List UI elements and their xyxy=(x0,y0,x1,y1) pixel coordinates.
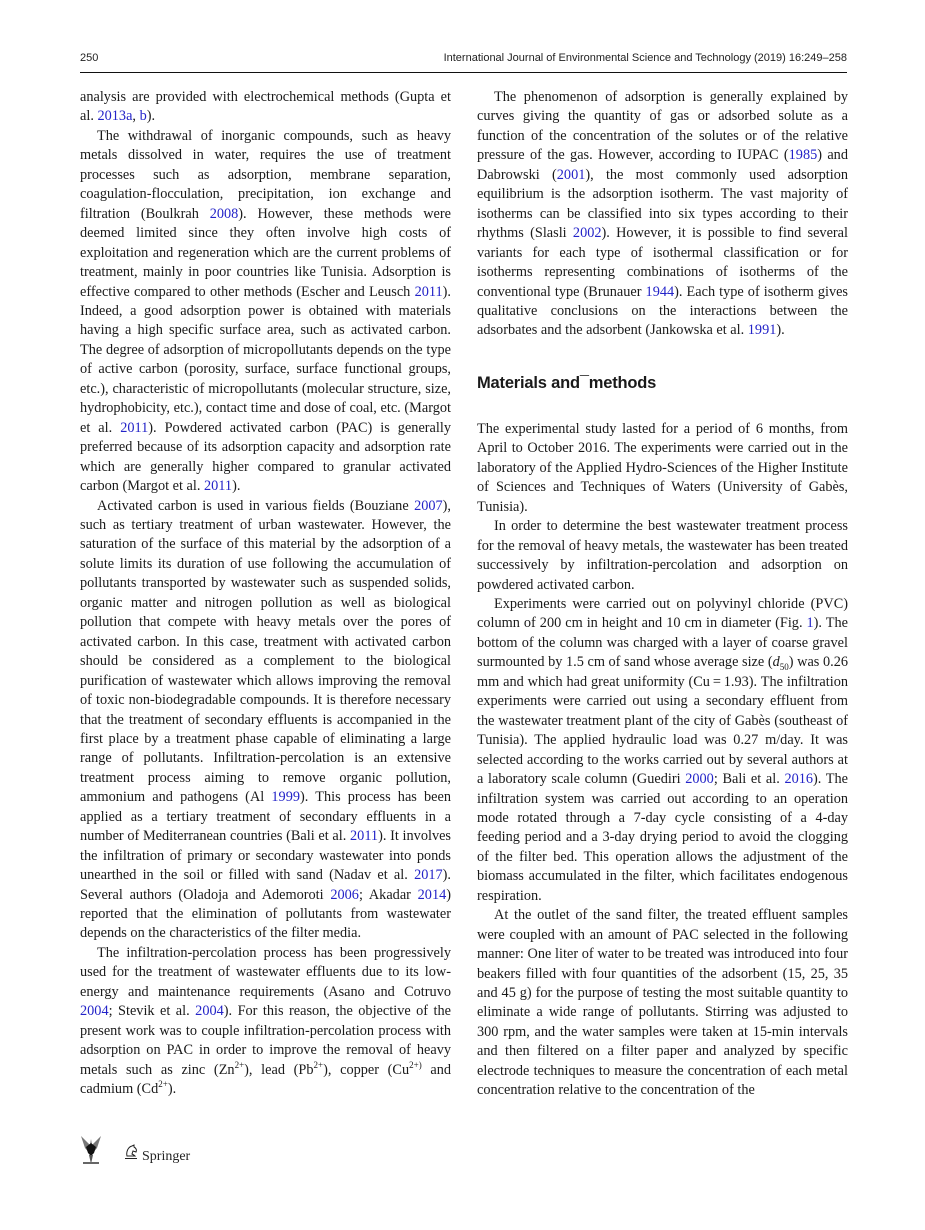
paragraph xyxy=(477,88,848,341)
citation-link[interactable]: 2002 xyxy=(572,225,602,242)
paragraph: The experimental study lasted for a period of 6 months, from April to October 2016. The experiments were carried out in the laboratory of the Applied Hydro-Sciences of the Higher Institute of Sciences and Techniques of Waters (University of Gabès, Tunisia). xyxy=(477,420,848,515)
paragraph xyxy=(80,944,451,1100)
text: ). However, it is possible to find several variants for each type of isothermal classification or for isotherms representing combinations of isotherms of the conventional type (Brunauer xyxy=(477,225,848,300)
running-header xyxy=(80,50,847,70)
text: ). However, these methods were deemed limited since they often involve high costs of exploitation and regeneration which are the current problems of treatment, mainly in poor countries like Tunisia. Adsorption is effective compared to other methods (Escher and Leusch xyxy=(80,205,451,300)
citation-link[interactable]: 2004 xyxy=(195,1003,224,1020)
text: ). Several authors (Oladoja and Ademoroti xyxy=(80,867,451,903)
text: ). xyxy=(146,108,156,125)
citation-link[interactable]: 2013a xyxy=(97,108,133,125)
springer-brand xyxy=(124,1144,190,1165)
text: Experiments were carried out on polyvinyl chloride (PVC) column of 200 cm in height and 10 cm in diameter (Fig. xyxy=(477,595,848,632)
left-column xyxy=(80,88,451,1100)
text: ). xyxy=(167,1081,177,1098)
text: ) was 0.26 mm and which had great uniformity (Cu = 1.93). The infiltration experiments were carried out using a secondary effluent from the wastewater treatment plant of the city of Gabès (southeast of Tunisia). The applied hydraulic load was 0.27 m/day. It was selected according to the works carried out by several authors at a laboratory scale column (Guediri xyxy=(477,654,848,788)
page-number: 250 xyxy=(80,52,99,64)
text: ). Indeed, a good adsorption power is obtained with materials having a high specific surface area, such as activated carbon. The degree of adsorption of micropollutants depends on the type of active carbon (porosity, surface, surface functional groups, etc.), characteristic of micropollutants (molecular structure, size, hydrophobicity, etc.), contact time and dose of coal, etc. (Margot et al. xyxy=(80,283,451,436)
citation-link[interactable]: 1991 xyxy=(747,322,777,339)
text: ; Akadar xyxy=(358,886,418,903)
text: The phenomenon of adsorption is generally explained by curves giving the quantity of gas or adsorbed solute as a function of the concentration of the solutes or of the relative pressure of the gas. However, according to IUPAC ( xyxy=(477,89,848,164)
text: ). Each type of isotherm gives qualitative conclusions on the interactions between the adsorbates and the adsorbent (Jankowska et al. xyxy=(477,283,848,339)
text: ). xyxy=(776,322,785,339)
citation-link[interactable]: 2011 xyxy=(350,828,379,845)
citation-link[interactable]: 2001 xyxy=(556,166,586,183)
paragraph: In order to determine the best wastewater treatment process for the removal of heavy metals, the wastewater has been treated successively by infiltration-percolation and adsorption on powdered activated carbon. xyxy=(477,518,848,593)
text: Activated carbon is used in various fields (Bouziane xyxy=(97,497,415,514)
citation-link[interactable]: 2011 xyxy=(120,419,149,436)
text: ) and Dabrowski ( xyxy=(477,147,848,183)
paragraph xyxy=(80,88,451,127)
text: ). This process has been applied as a tertiary treatment of secondary effluents in a number of Mediterranean countries (Bali et al. xyxy=(80,789,451,845)
journal-citation: International Journal of Environmental Science and Technology (2019) 16:249–258 xyxy=(443,52,847,64)
citation-link[interactable]: 2017 xyxy=(414,867,443,884)
citation-link[interactable]: 2007 xyxy=(414,497,443,514)
italic-symbol: d xyxy=(772,654,780,671)
section-heading: Materials and¯methods xyxy=(477,373,657,392)
right-column xyxy=(477,88,848,1101)
citation-link[interactable]: 2011 xyxy=(414,283,443,300)
text: and cadmium (Cd xyxy=(80,1061,452,1098)
text: ), such as tertiary treatment of urban wastewater. However, the saturation of the surface of this material by the adsorption of a solute limits its duration of use following the accumulation of pollutants transported by wastewater such as suspended solids, organic matter and nitrogen pollution as well as biological pollution that compete with heavy metals over the pores of activated carbon. In this case, treatment with activated carbon should be considered as a complement to the biological purification of wastewater which allows improving the removal of toxic non-biodegradable compounds. It is therefore necessary that the treatment of secondary effluents is accompanied in the first place by a treatment phase capable of eliminating a large range of pollutants. Infiltration-percolation is an extensive treatment process aiming to remove organic pollution, ammonium and pathogens (Al xyxy=(80,497,451,806)
superscript: 2+) xyxy=(409,1059,422,1070)
journal-logo-icon xyxy=(80,1135,102,1165)
citation-link[interactable]: 2008 xyxy=(209,205,239,222)
paragraph: At the outlet of the sand filter, the treated effluent samples were coupled with an amount of PAC selected in the following manner: One liter of water to be treated was introduced into four beakers filled with four quantities of the adsorbent (15, 25, 35 and 45 g) for the purpose of testing the most suitable quantity to eliminate a wide range of pollutants. Stirring was adjusted to 300 rpm, and the water samples were taken at 15-min intervals and then filtered on a filter paper and analyzed by specific electrode techniques to measure the concentration of each metal concentration relative to the concentration of the xyxy=(477,907,848,1099)
superscript: 2+ xyxy=(313,1059,324,1070)
text: ). For this reason, the objective of the present work was to couple infiltration-percolation process with adsorption on PAC in order to improve the removal of heavy metals such as zinc (Zn xyxy=(80,1003,451,1078)
text: ). The bottom of the column was charged with a layer of coarse gravel surmounted by 1.5 cm of sand whose average size ( xyxy=(477,615,848,671)
paragraph xyxy=(80,127,451,497)
citation-link[interactable]: 2011 xyxy=(204,478,233,495)
citation-link[interactable]: 2016 xyxy=(784,771,814,788)
figure-link[interactable]: 1 xyxy=(806,615,814,632)
superscript: 2+ xyxy=(158,1079,168,1090)
paragraph xyxy=(477,595,848,906)
text: ), copper (Cu xyxy=(323,1061,410,1078)
subscript: 50 xyxy=(779,662,789,673)
superscript: 2+ xyxy=(234,1059,245,1070)
citation-link[interactable]: 2014 xyxy=(417,886,447,903)
text: ), lead (Pb xyxy=(244,1061,314,1078)
text: ). xyxy=(232,478,241,495)
text: ). The infiltration system was carried out according to an operation mode rotated through a 7-day cycle consisting of a 4-day feeding period and a 3-day drying period to avoid the clogging of the filter bed. This operation allows the adjustment of the biomass accumulated in the filter, which facilitates endogenous respiration. xyxy=(477,771,848,904)
citation-link[interactable]: 2000 xyxy=(685,771,714,788)
citation-link[interactable]: 2004 xyxy=(80,1003,109,1020)
header-divider xyxy=(80,72,847,73)
springer-horse-icon xyxy=(124,1144,138,1165)
publisher-name: Springer xyxy=(142,1149,191,1164)
text: ; Stevik et al. xyxy=(108,1003,196,1020)
text: The infiltration-percolation process has been progressively used for the treatment of wastewater effluents due to its low-energy and maintenance requirements (Asano and Cotruvo xyxy=(80,944,451,1000)
citation-link[interactable]: 1944 xyxy=(645,283,675,300)
text: analysis are provided with electrochemical methods (Gupta et al. xyxy=(80,89,451,125)
page-footer xyxy=(80,1135,380,1171)
text: The withdrawal of inorganic compounds, such as heavy metals dissolved in water, requires the use of treatment processes such as adsorption, membrane separation, coagulation-flocculation, precipitation, ion exchange and filtration (Boulkrah xyxy=(80,127,451,222)
citation-link[interactable]: 1985 xyxy=(788,147,818,164)
text: ). Powdered activated carbon (PAC) is generally preferred because of its adsorption capacity and adsorption rate which are generally higher compared to granular activated carbon (Margot et al. xyxy=(80,419,451,495)
citation-link[interactable]: 1999 xyxy=(271,789,300,806)
text: , xyxy=(132,108,140,125)
text: ) reported that the elimination of pollutants from wastewater depends on the characteristics of the filter media. xyxy=(80,886,451,942)
text: ). It involves the infiltration of primary or secondary wastewater into ponds unearthed in the soil or filled with sand (Nadav et al. xyxy=(80,828,452,884)
text: ), the most commonly used adsorption equilibrium is the adsorption isotherm. The vast majority of isotherms can be classified into six types according to their rhythms (Slasli xyxy=(477,166,848,242)
citation-link[interactable]: 2006 xyxy=(330,886,359,903)
paragraph xyxy=(80,497,451,944)
citation-link[interactable]: b xyxy=(139,108,147,125)
text: ; Bali et al. xyxy=(713,771,785,788)
